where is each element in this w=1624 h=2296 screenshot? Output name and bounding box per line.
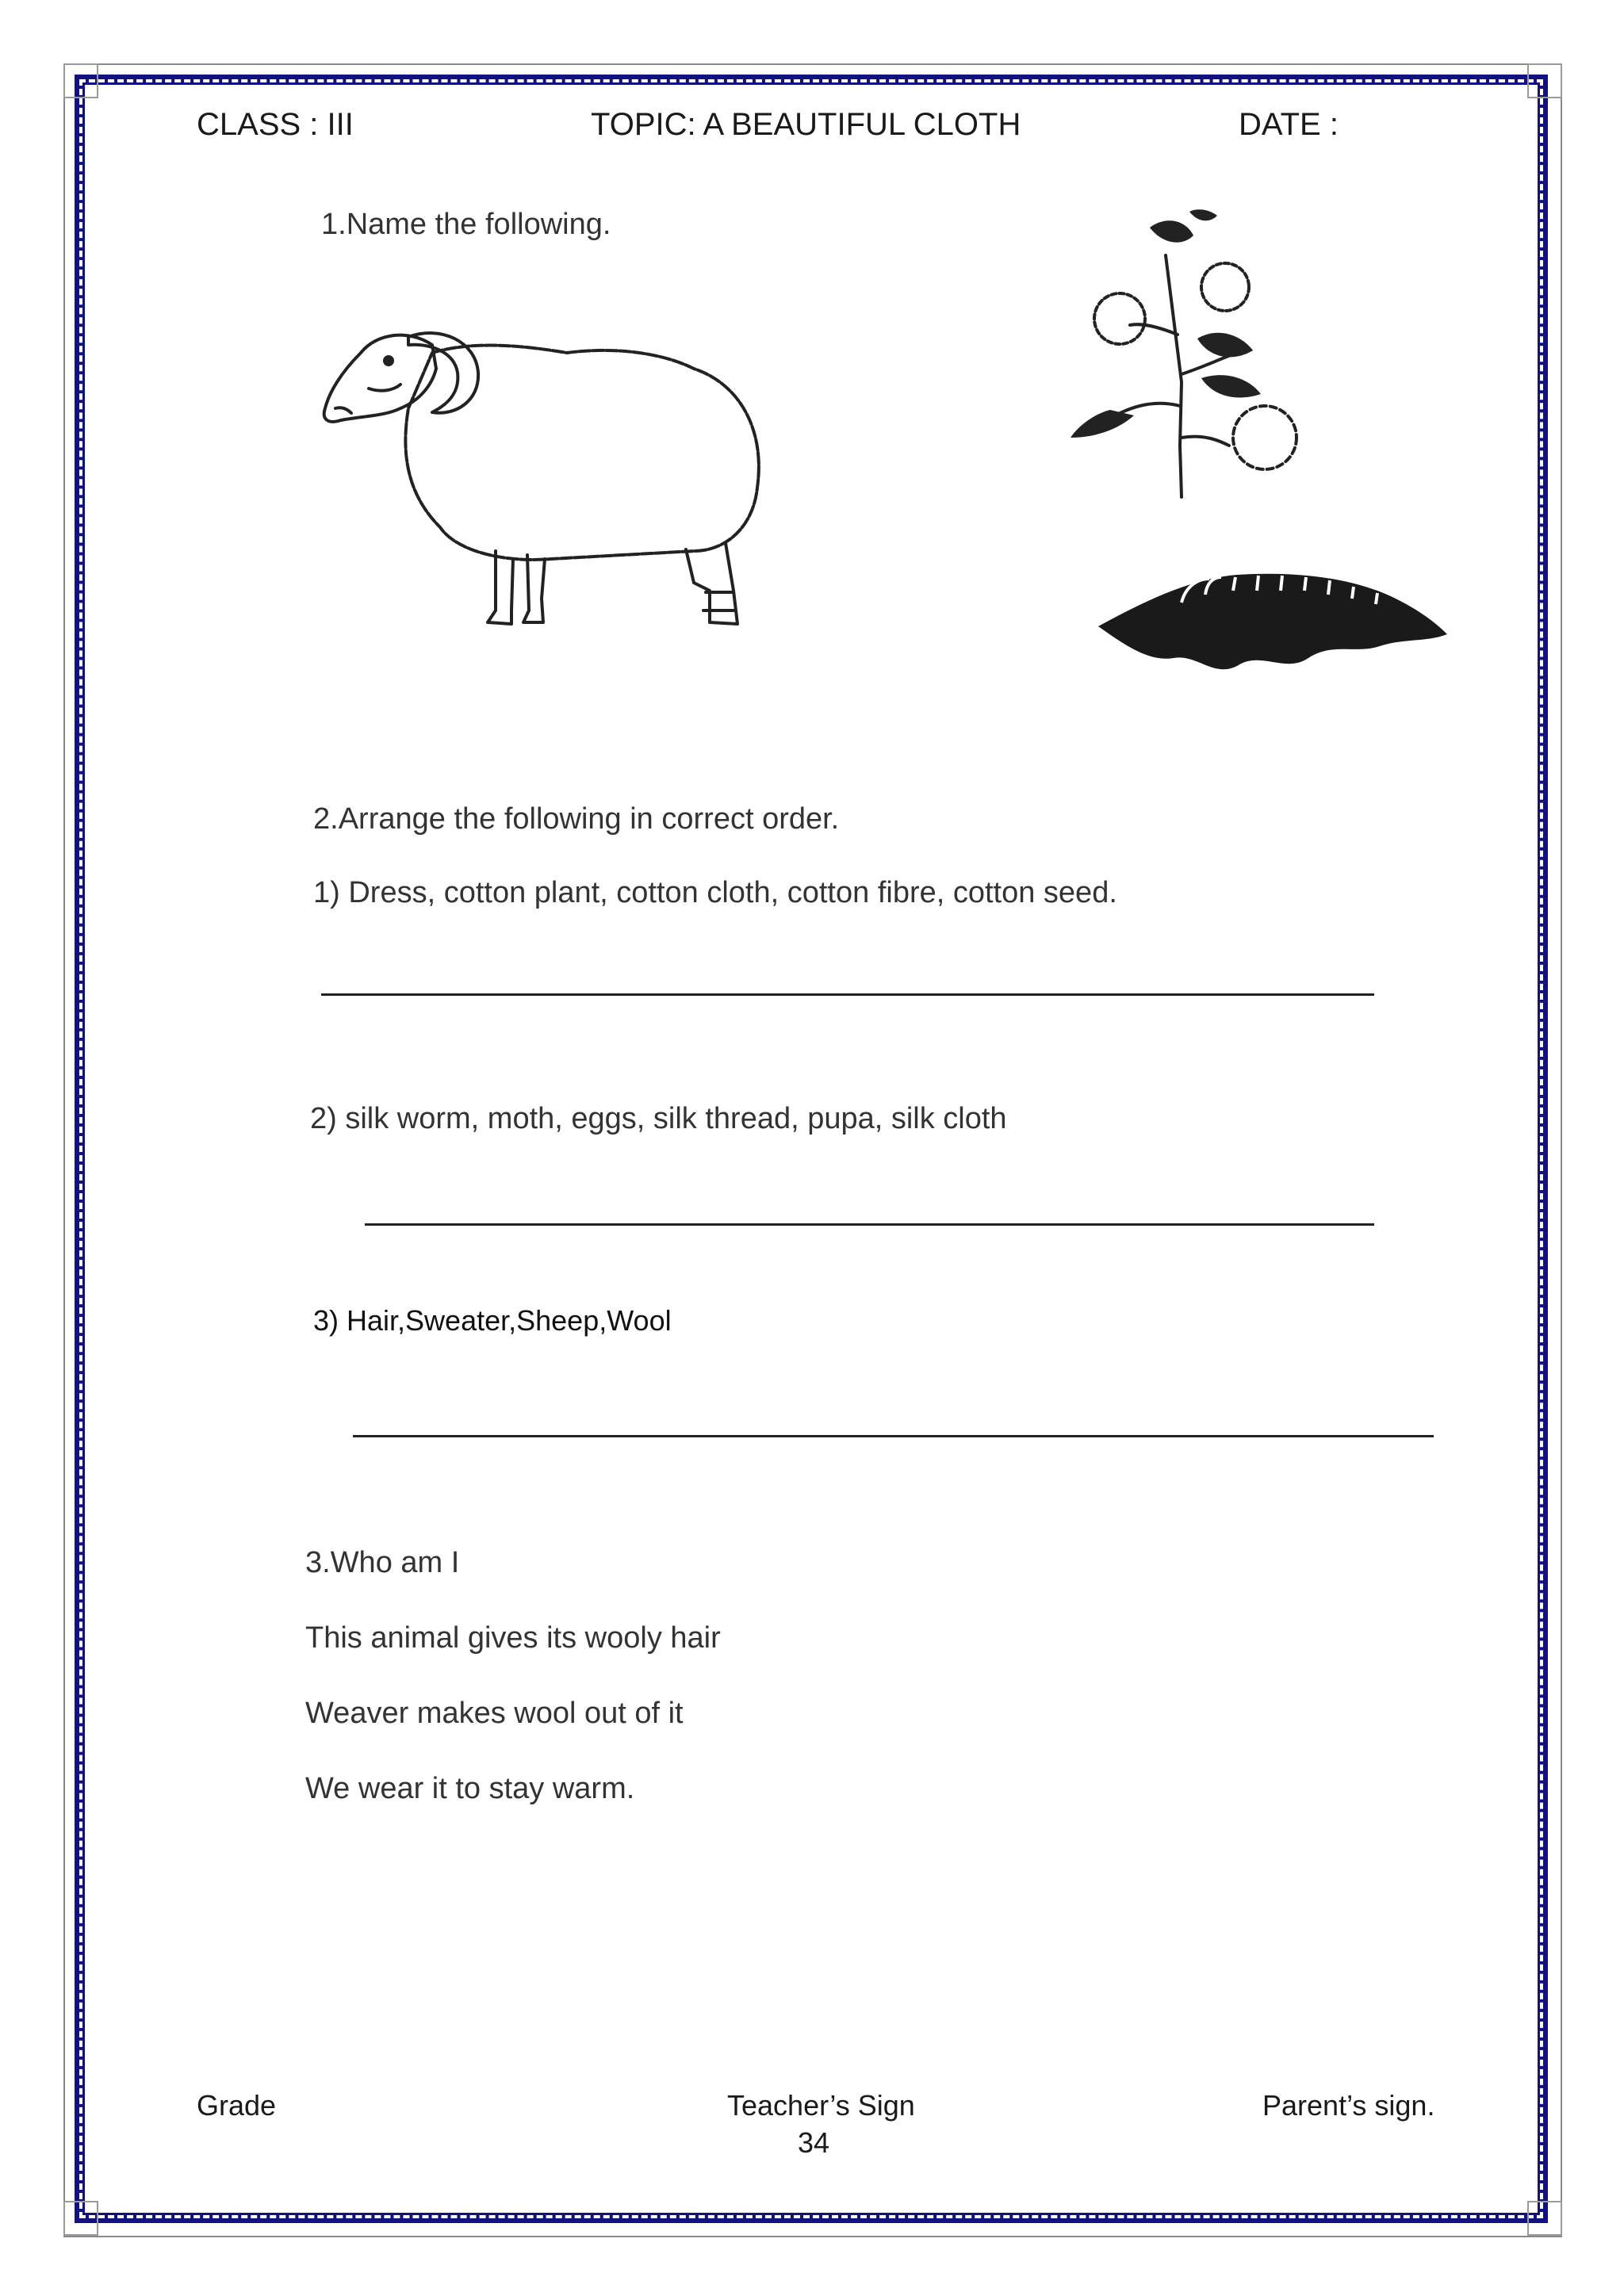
teacher-sign-label: Teacher’s Sign [727,2089,915,2122]
answer-line-2[interactable] [365,1223,1374,1226]
q3-line-1: This animal gives its wooly hair [305,1621,721,1655]
corner-ornament-top-right [1527,63,1562,98]
answer-line-1[interactable] [321,993,1374,996]
class-label: CLASS : III [197,107,354,142]
corner-ornament-top-left [63,63,98,98]
q2-title: 2.Arrange the following in correct order. [313,802,840,836]
q1-title: 1.Name the following. [321,208,611,241]
corner-ornament-bottom-right [1527,2201,1562,2236]
page-number: 34 [798,2126,830,2159]
q3-line-3: We wear it to stay warm. [305,1772,635,1805]
date-label: DATE : [1239,107,1339,142]
q2-item-3: 3) Hair,Sweater,Sheep,Wool [313,1304,672,1337]
q2-item-2: 2) silk worm, moth, eggs, silk thread, pupa, silk cloth [310,1102,1007,1135]
q2-item-1: 1) Dress, cotton plant, cotton cloth, cotton fibre, cotton seed. [313,876,1117,909]
cotton-plant-illustration [1063,208,1324,501]
sheep-illustration [313,297,821,646]
silkworm-illustration [1094,555,1451,682]
corner-ornament-bottom-left [63,2201,98,2236]
topic-title: TOPIC: A BEAUTIFUL CLOTH [591,107,1021,142]
answer-line-3[interactable] [353,1435,1434,1437]
grade-label: Grade [197,2089,277,2122]
parent-sign-label: Parent’s sign. [1262,2089,1435,2122]
q3-title: 3.Who am I [305,1546,460,1579]
q3-line-2: Weaver makes wool out of it [305,1697,684,1730]
